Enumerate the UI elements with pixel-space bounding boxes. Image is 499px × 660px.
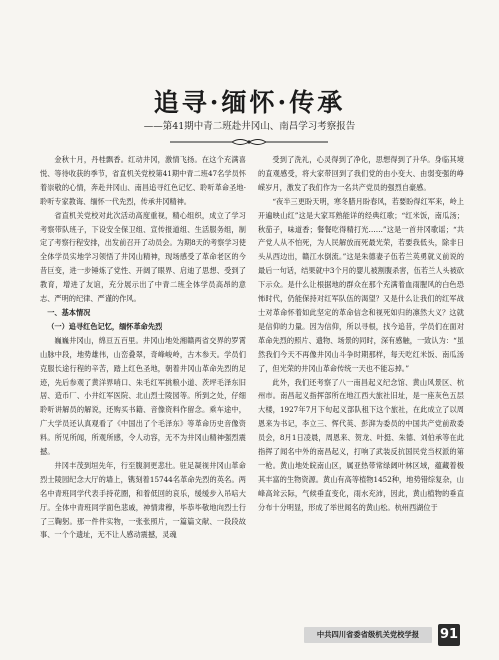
section-heading: 一、基本情况 bbox=[47, 307, 91, 317]
body-paragraph: 受到了洗礼，心灵得到了净化，思想得到了升华。身临其境的直观感受，将大家带回到了我们党的由小变大、由弱变强的峥嵘岁月，激发了我们作为一名共产党员的强烈自豪感。 bbox=[258, 155, 464, 192]
body-paragraph: 金秋十月，丹桂飘香。红动井冈，激情飞扬。在这个充满喜悦、等待收获的季节，省直机关党校第41期中青二班47名学员怀着崇敬的心情，奔赴井冈山、南昌追寻红色记忆、聆听革命圣地·聆听专家教诲、缅怀一代先烈，传承井冈精神。 bbox=[40, 155, 246, 206]
body-paragraph: “夜半三更盼天明，寒冬腊月盼春风，若要盼得红军来，岭上开遍映山红”这是大家耳熟能详的经典红歌；“红米饭，南瓜汤；秋茄子，味道香；餐餐吃得精打光……”这是一首井冈歌谣；“共产党人从不怕死，为人民解放而死最光荣，若要我低头，除非日头从西边出，赣江水倒流。”这是朱德妻子伍若兰英勇就义前说的最后一句话，结果就中3个月的婴儿被割腹杀害，伍若兰人头被砍下示众。是什么让根据地的群众在那个充满着血雨腥风的白色恐怖时代，仍能保持对红军队伍的渴望？又是什么让我们的红军战士对革命怀着如此坚定的革命信念和视死如归的凛然大义？这就是信仰的力量。因为信仰，所以寻根，找今追昔，学员们在面对革命先烈的照片、遗物、场景的同时，深有感触，一致认为：“虽然我们今天不再像井冈山斗争时期那样，每天吃红米饭、南瓜汤了，但光荣的井冈山革命传统一天也不能忘掉。” bbox=[258, 196, 464, 373]
body-paragraph: 井冈丰茂到垣先年，行至腹洞更悲壮。驻足凝视井冈山革命烈士陵园纪念大厅的墙上，镌刻着15744名革命先烈的英名。两名中青班同学代表手持花圈，和着低回的哀乐，缓缓步入吊唁大厅。全体中青班同学面色悲戚，神情肃穆，毕恭毕敬地向烈士行了三鞠躬。那一件件实物，一张张照片，一篇篇文献、一段段故事、一个个遗址，无不让人感动震撼，灵魂 bbox=[40, 460, 246, 540]
journal-name: 中共四川省委省级机关党校学报 bbox=[304, 627, 432, 643]
page-footer bbox=[0, 624, 499, 654]
body-paragraph: 此外，我们还考察了八一南昌起义纪念馆、黄山风景区、杭州市。南昌起义指挥部所在地江西大旅社旧址，是一座灰色五层大楼，1927年7月下旬起义部队租下这个旅社，在此成立了以周恩来为书记，李立三、恽代英、彭湃为委员的中国共产党前敌委员会，8月1日凌晨，周恩来、贺龙、叶挺、朱德、刘伯承等在此指挥了闻名中外的南昌起义，打响了武装反抗国民党当权派的第一枪。黄山地处皖南山区，属亚热带常绿阔叶林区域，蕴藏着极其丰富的生物资源。黄山有高等植物1452种，地势错综复杂，山峰高耸云际，气候垂直变化，雨水充沛，因此，黄山植物的垂直分布十分明显，形成了举世闻名的黄山松。杭州西湖位于 bbox=[258, 377, 464, 512]
title-ornament-divider bbox=[170, 137, 328, 147]
body-paragraph: 巍巍井冈山，绵亘五百里。井冈山地处湘赣两省交界的罗霄山脉中段，地势雄伟，山峦叠翠，奇峰峻岭，古木参天。学员们克服长途行程的辛苦，踏上红色圣地，朝着井冈山革命先烈的足迹，先后参观了黄洋界哨口、朱毛红军挑粮小道、茨坪毛泽东旧居、造币厂、小井红军医院、北山烈士陵园等。所到之处，仔细聆听讲解员的解说，还购买书籍、音像资料作留念。乘车途中，广大学员还认真观看了《中国出了个毛泽东》等革命历史音像资料。所见所闻，所观所感，令人动容，无不为井冈山精神强烈震撼。 bbox=[40, 335, 246, 457]
body-column-right bbox=[258, 153, 464, 615]
article-subtitle: ——第41期中青二班赴井冈山、南昌学习考察报告 bbox=[143, 121, 356, 132]
section-heading: （一）追寻红色记忆，缅怀革命先烈 bbox=[47, 321, 163, 331]
body-column-left bbox=[40, 153, 246, 615]
page-number: 91 bbox=[438, 624, 460, 646]
article-title: 追寻·缅怀·传承 bbox=[153, 88, 346, 117]
body-paragraph: 省直机关党校对此次活动高度重视，精心组织，成立了学习考察带队班子，下设安全保卫组、宣传报道组、生活服务组，制定了考察行程安排，出发前召开了动员会。为期8天的考察学习使全体学员实地学习领悟了井冈山精神，现场感受了革命老区的今昔巨变，进一步锤炼了党性、开阔了眼界、启迪了思想、受到了教育，增进了友谊，充分展示出了中青二班全体学员高昂的意志、严明的纪律、严谨的作风。 bbox=[40, 210, 246, 304]
